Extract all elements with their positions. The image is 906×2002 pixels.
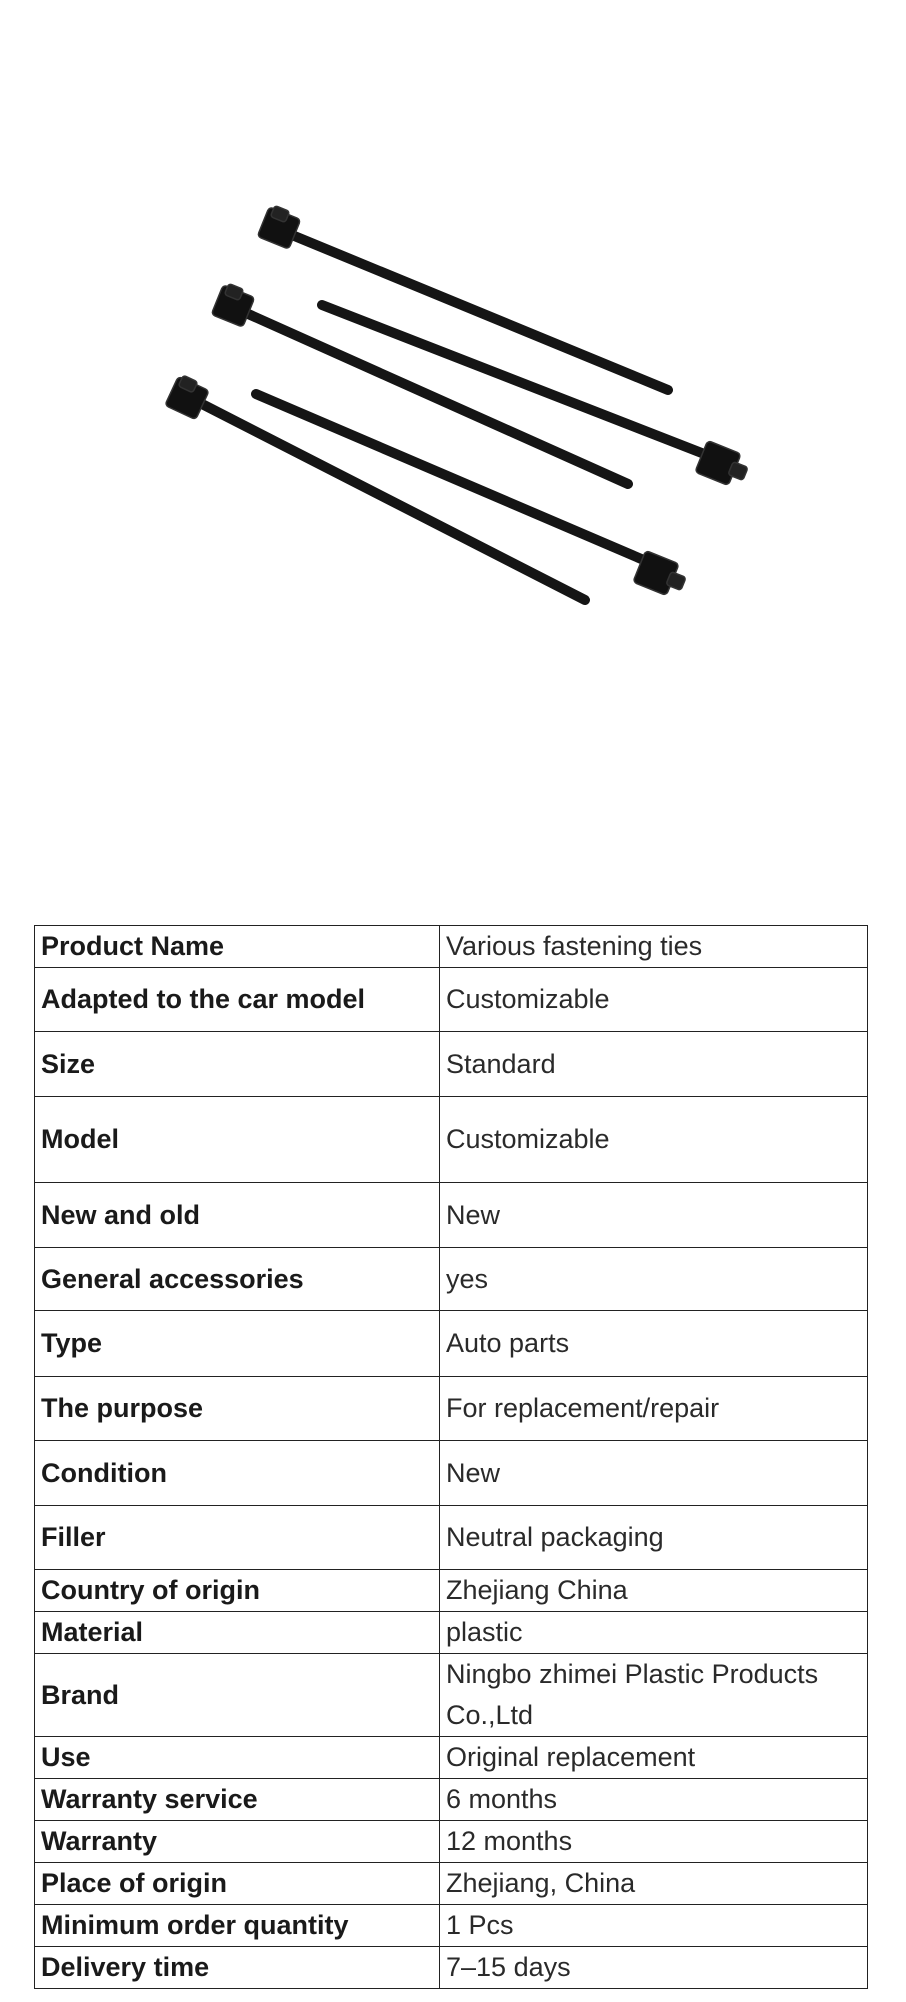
spec-key: Model bbox=[35, 1097, 440, 1183]
spec-key: Use bbox=[35, 1737, 440, 1779]
spec-key: The purpose bbox=[35, 1377, 440, 1441]
table-row bbox=[35, 1097, 868, 1183]
spec-key: Product Name bbox=[35, 926, 440, 968]
spec-value: Customizable bbox=[440, 968, 868, 1032]
spec-value: plastic bbox=[440, 1612, 868, 1654]
cable-tie-clip bbox=[695, 440, 748, 485]
spec-key: Type bbox=[35, 1311, 440, 1377]
spec-value: Ningbo zhimei Plastic Products Co.,Ltd bbox=[440, 1654, 868, 1737]
table-row bbox=[35, 1737, 868, 1779]
table-row bbox=[35, 968, 868, 1032]
spec-key: Warranty service bbox=[35, 1779, 440, 1821]
table-row bbox=[35, 1441, 868, 1506]
spec-key: Brand bbox=[35, 1654, 440, 1737]
spec-value: 1 Pcs bbox=[440, 1905, 868, 1947]
table-row bbox=[35, 1947, 868, 1989]
table-row bbox=[35, 1654, 868, 1737]
table-row bbox=[35, 1779, 868, 1821]
spec-key: Warranty bbox=[35, 1821, 440, 1863]
table-row bbox=[35, 1612, 868, 1654]
spec-key: New and old bbox=[35, 1183, 440, 1248]
spec-key: Place of origin bbox=[35, 1863, 440, 1905]
spec-value: 12 months bbox=[440, 1821, 868, 1863]
spec-value: Zhejiang, China bbox=[440, 1863, 868, 1905]
spec-key: Country of origin bbox=[35, 1570, 440, 1612]
spec-value: New bbox=[440, 1441, 868, 1506]
spec-value: Zhejiang China bbox=[440, 1570, 868, 1612]
spec-key: Adapted to the car model bbox=[35, 968, 440, 1032]
spec-key: General accessories bbox=[35, 1248, 440, 1311]
spec-key: Material bbox=[35, 1612, 440, 1654]
spec-value: Auto parts bbox=[440, 1311, 868, 1377]
spec-value: Original replacement bbox=[440, 1737, 868, 1779]
spec-value: New bbox=[440, 1183, 868, 1248]
cable-tie-strap bbox=[256, 394, 660, 567]
spec-value: Neutral packaging bbox=[440, 1506, 868, 1570]
cable-ties-illustration bbox=[0, 0, 906, 900]
cable-tie-clip bbox=[165, 375, 209, 420]
spec-key: Delivery time bbox=[35, 1947, 440, 1989]
spec-value: 6 months bbox=[440, 1779, 868, 1821]
cable-tie-strap bbox=[202, 404, 585, 600]
table-row bbox=[35, 1032, 868, 1097]
table-row bbox=[35, 1570, 868, 1612]
spec-value: Various fastening ties bbox=[440, 926, 868, 968]
product-spec-table bbox=[34, 925, 868, 1989]
spec-key: Condition bbox=[35, 1441, 440, 1506]
spec-value: Standard bbox=[440, 1032, 868, 1097]
spec-value: yes bbox=[440, 1248, 868, 1311]
spec-value: For replacement/repair bbox=[440, 1377, 868, 1441]
spec-key: Filler bbox=[35, 1506, 440, 1570]
spec-key: Minimum order quantity bbox=[35, 1905, 440, 1947]
spec-value: Customizable bbox=[440, 1097, 868, 1183]
table-row bbox=[35, 1248, 868, 1311]
table-row bbox=[35, 1821, 868, 1863]
table-row bbox=[35, 1905, 868, 1947]
table-row bbox=[35, 1506, 868, 1570]
table-row bbox=[35, 1311, 868, 1377]
table-row bbox=[35, 1377, 868, 1441]
cable-tie-clip bbox=[211, 283, 255, 327]
table-row bbox=[35, 1863, 868, 1905]
product-photo bbox=[0, 0, 906, 900]
spec-value: 7–15 days bbox=[440, 1947, 868, 1989]
table-row bbox=[35, 926, 868, 968]
spec-key: Size bbox=[35, 1032, 440, 1097]
table-row bbox=[35, 1183, 868, 1248]
cable-tie-clip bbox=[257, 205, 301, 249]
